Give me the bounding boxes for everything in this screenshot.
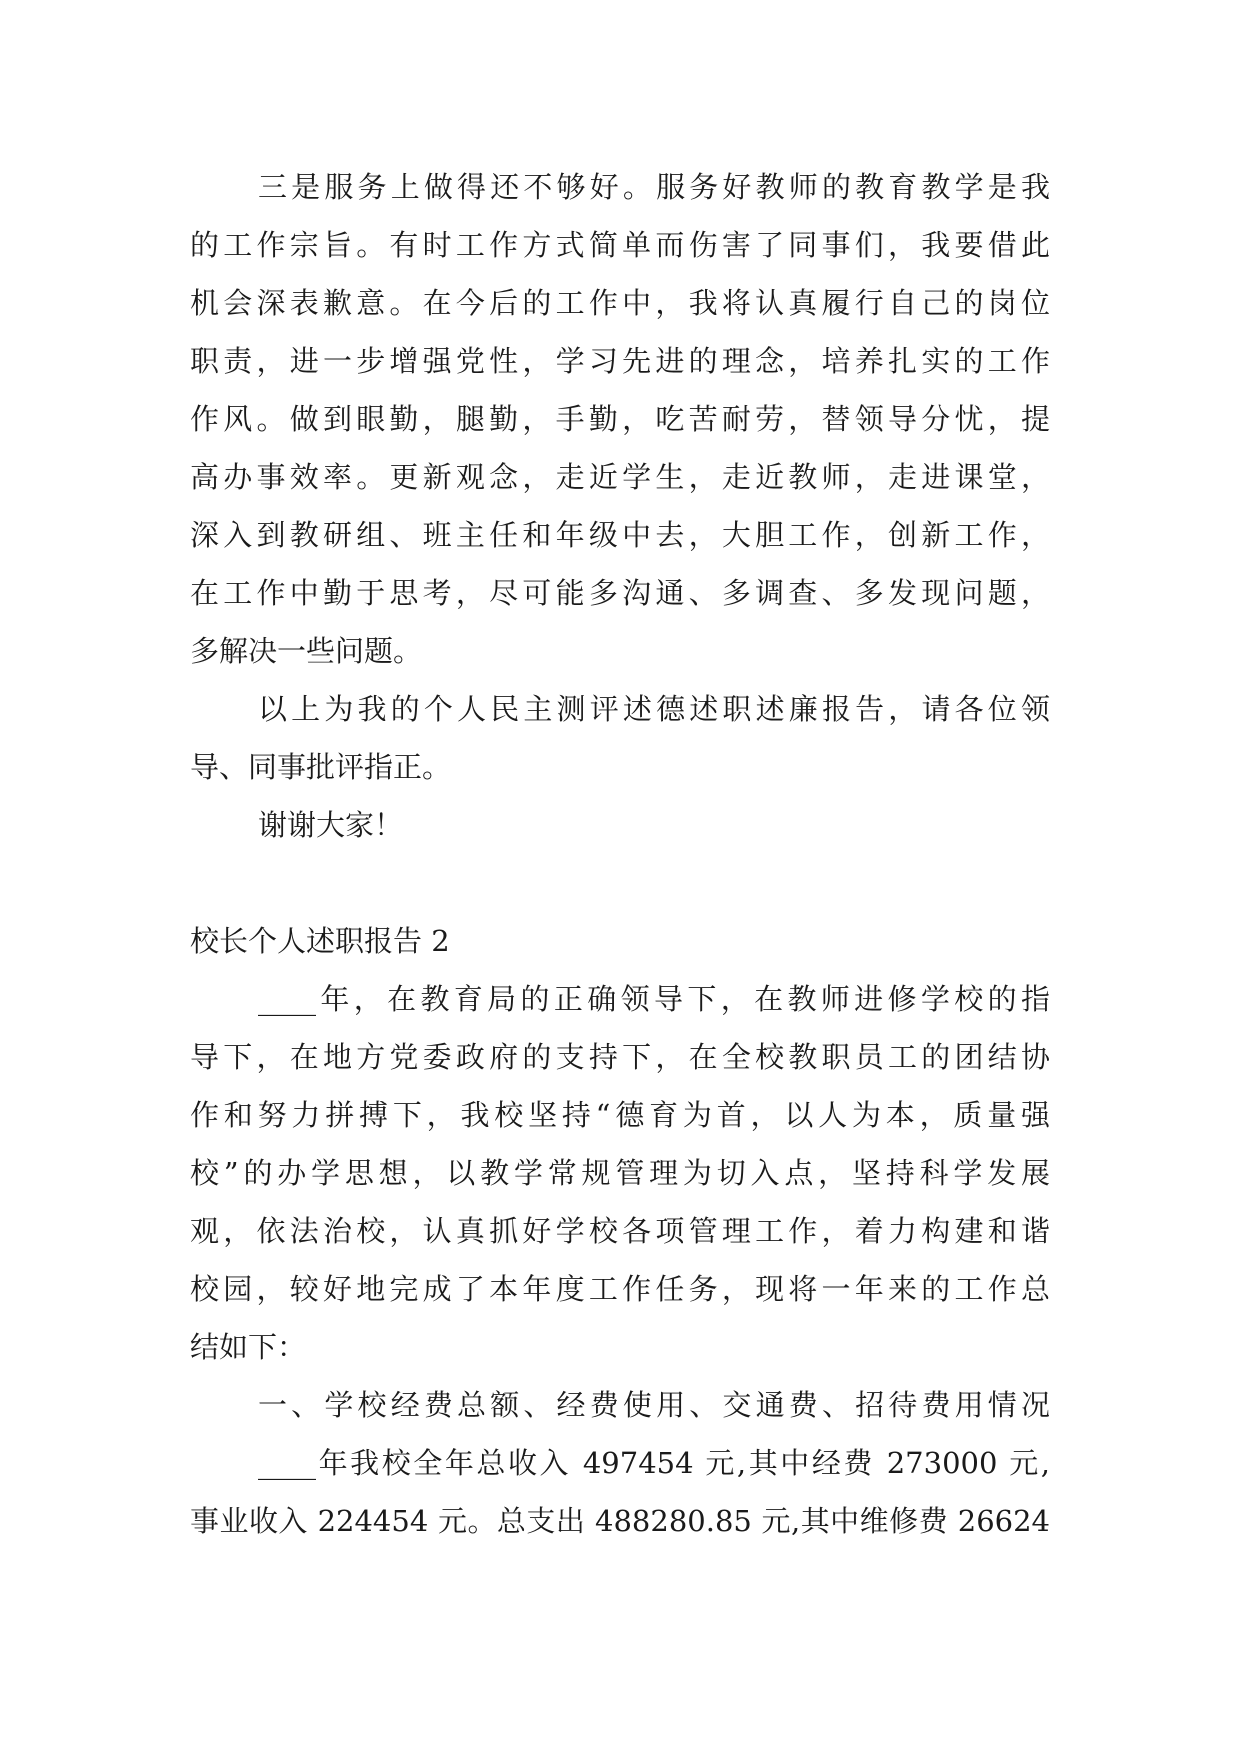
paragraph-line: ____年我校全年总收入 497454 元,其中经费 273000 元, <box>258 1446 1050 1480</box>
paragraph-line: 结如下： <box>190 1330 307 1364</box>
paragraph-line: 观，依法治校，认真抓好学校各项管理工作，着力构建和谐 <box>190 1214 1050 1248</box>
paragraph-line: 深入到教研组、班主任和年级中去，大胆工作，创新工作， <box>190 518 1050 552</box>
paragraph-line: 导、同事批评指正。 <box>190 750 452 784</box>
paragraph-line: ____年，在教育局的正确领导下，在教师进修学校的指 <box>258 982 1050 1016</box>
blank-line <box>190 854 1050 912</box>
paragraph-line: 事业收入 224454 元。总支出 488280.85 元,其中维修费 26624 <box>190 1504 1050 1538</box>
document-body <box>190 158 1050 1550</box>
paragraph-line: 导下，在地方党委政府的支持下，在全校教职员工的团结协 <box>190 1040 1050 1074</box>
paragraph-line: 以上为我的个人民主测评述德述职述廉报告，请各位领 <box>258 692 1050 726</box>
paragraph-line: 作和努力拼搏下，我校坚持“德育为首，以人为本，质量强 <box>190 1098 1050 1132</box>
paragraph-line: 的工作宗旨。有时工作方式简单而伤害了同事们，我要借此 <box>190 228 1050 262</box>
section-heading-line: 一、学校经费总额、经费使用、交通费、招待费用情况 <box>258 1388 1050 1422</box>
paragraph-line: 校园，较好地完成了本年度工作任务，现将一年来的工作总 <box>190 1272 1050 1306</box>
paragraph-line: 校”的办学思想，以教学常规管理为切入点，坚持科学发展 <box>190 1156 1050 1190</box>
paragraph-line: 高办事效率。更新观念，走近学生，走近教师，走进课堂， <box>190 460 1050 494</box>
paragraph-line: 多解决一些问题。 <box>190 634 423 668</box>
paragraph-line: 职责，进一步增强党性，学习先进的理念，培养扎实的工作 <box>190 344 1050 378</box>
paragraph-line: 三是服务上做得还不够好。服务好教师的教育教学是我 <box>258 170 1050 204</box>
closing-thanks: 谢谢大家！ <box>258 808 404 842</box>
paragraph-line: 机会深表歉意。在今后的工作中，我将认真履行自己的岗位 <box>190 286 1050 320</box>
section-title: 校长个人述职报告 2 <box>190 924 450 958</box>
paragraph-line: 作风。做到眼勤，腿勤，手勤，吃苦耐劳，替领导分忧，提 <box>190 402 1050 436</box>
paragraph-line: 在工作中勤于思考，尽可能多沟通、多调查、多发现问题， <box>190 576 1050 610</box>
